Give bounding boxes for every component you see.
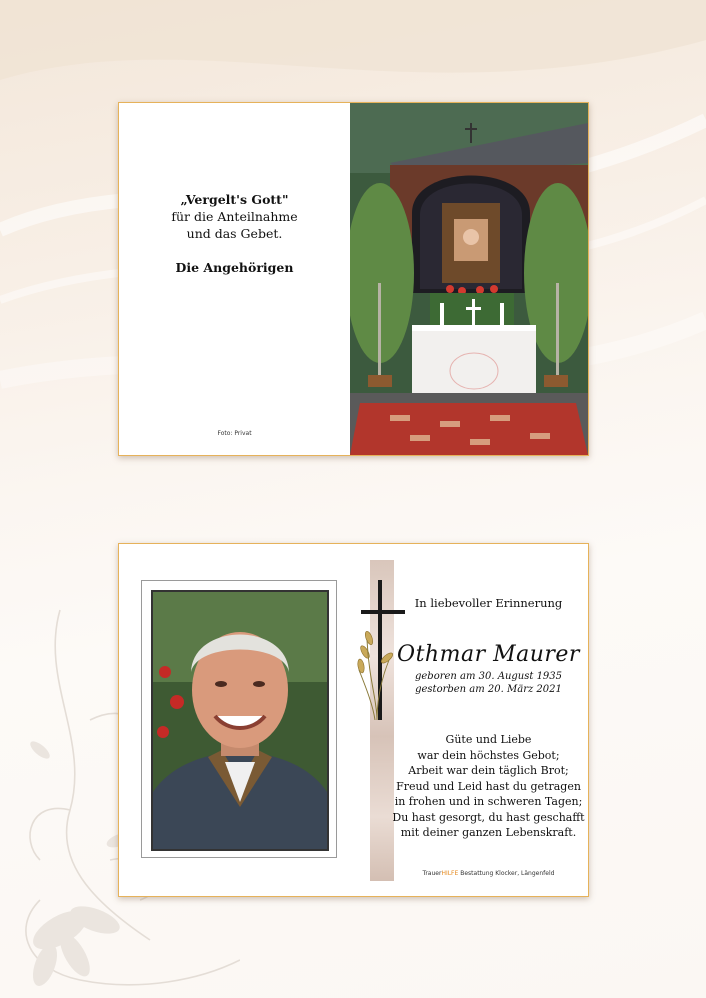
brand-hilfe: HILFE	[441, 870, 459, 877]
deceased-name: Othmar Maurer	[397, 642, 580, 667]
poem-line: war dein höchstes Gebot;	[417, 748, 560, 762]
thanks-line-2: und das Gebet.	[186, 226, 283, 241]
poem-line: Arbeit war dein täglich Brot;	[408, 764, 569, 777]
poem-line: Freud und Leid hast du getragen	[396, 779, 581, 793]
portrait-photo	[151, 590, 329, 851]
memorial-poem	[389, 732, 588, 841]
birth-date: geboren am 30. August 1935	[414, 671, 563, 682]
brand-trauer: Trauer	[422, 870, 442, 877]
death-date: gestorben am 20. März 2021	[415, 684, 562, 695]
thanks-signature: Die Angehörigen	[175, 260, 294, 275]
portrait-frame	[141, 580, 337, 858]
memorial-intro: In liebevoller Erinnerung	[414, 596, 563, 610]
thanks-quote: „Vergelt's Gott"	[180, 192, 289, 207]
memorial-card	[118, 543, 589, 897]
photo-credit: Foto: Privat	[217, 430, 252, 437]
funeral-home-footer	[389, 870, 588, 877]
poem-line: Du hast gesorgt, du hast geschafft	[392, 810, 585, 824]
poem-line: Güte und Liebe	[445, 733, 532, 746]
portrait-image	[153, 592, 327, 849]
thanks-line-1: für die Anteilnahme	[171, 209, 298, 224]
thank-you-text	[119, 191, 350, 276]
funeral-home-name: Bestattung Klocker, Längenfeld	[460, 870, 555, 877]
chapel-altar-photo	[350, 103, 588, 455]
thank-you-card	[118, 102, 589, 456]
poem-line: mit deiner ganzen Lebenskraft.	[400, 826, 577, 839]
life-dates	[389, 670, 588, 696]
poem-line: in frohen und in schweren Tagen;	[394, 795, 583, 808]
